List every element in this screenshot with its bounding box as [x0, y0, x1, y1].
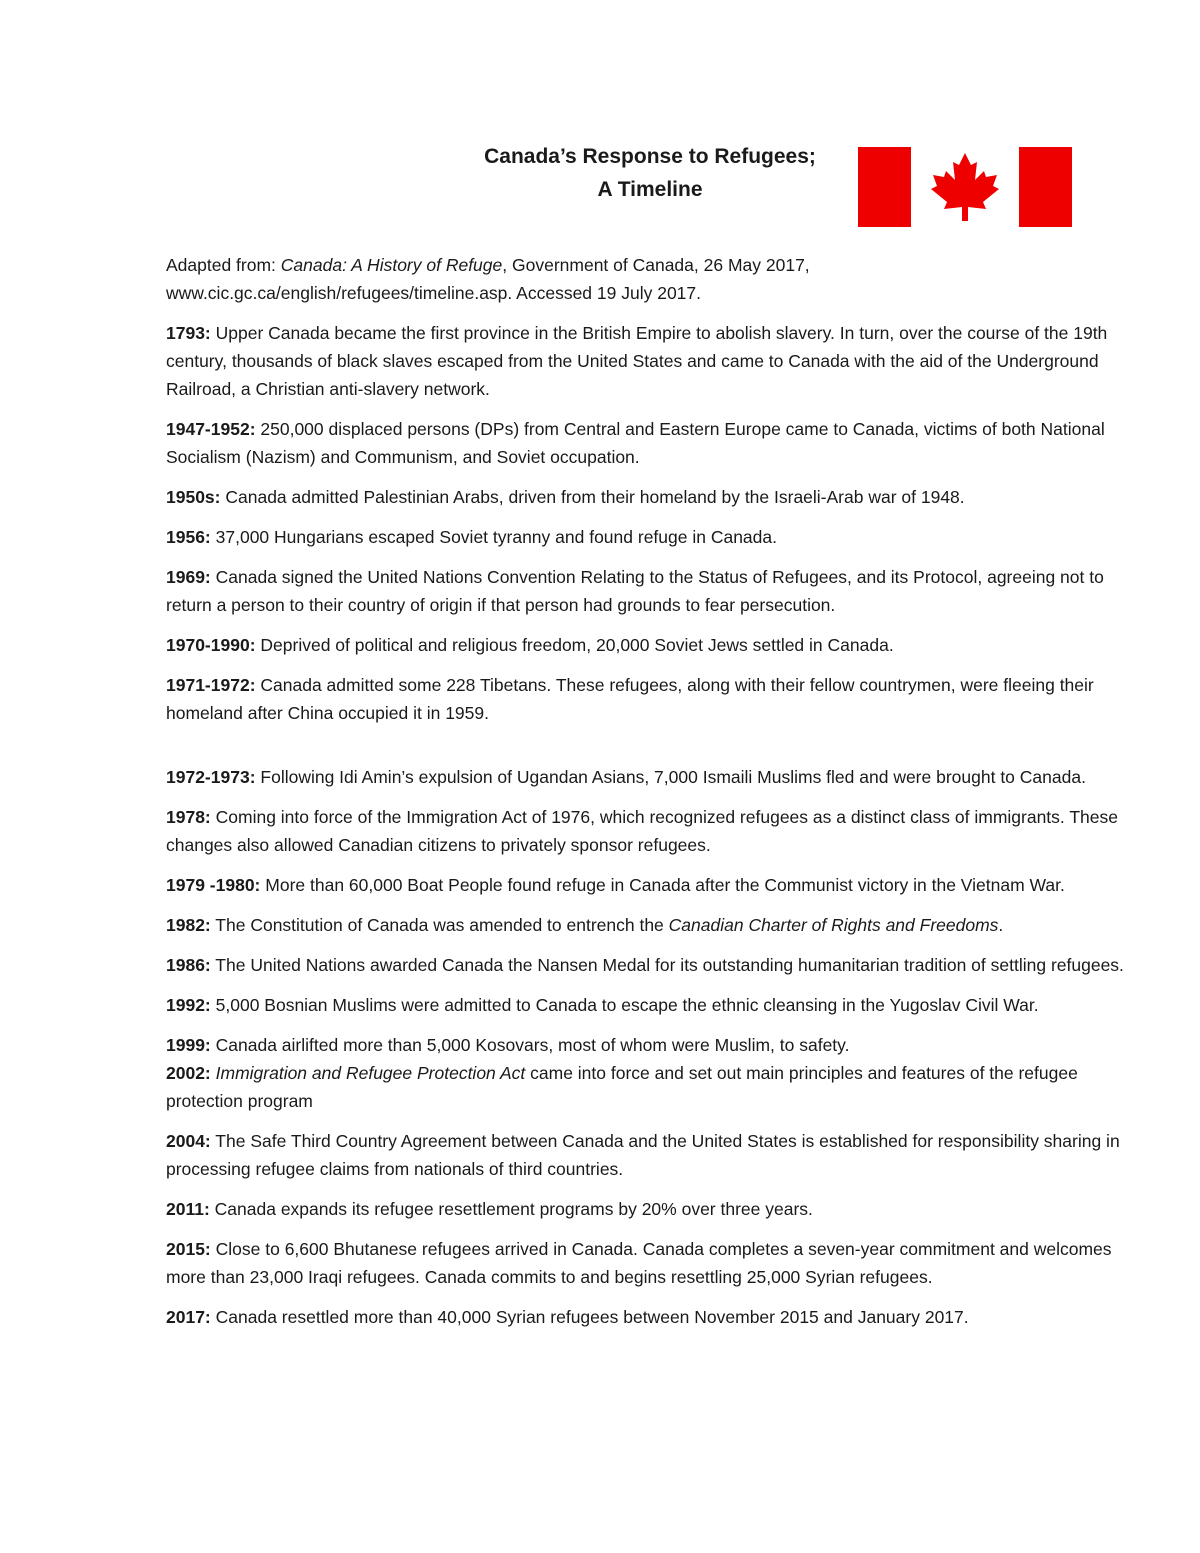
timeline-entry: [166, 415, 1126, 471]
timeline-text: came into force and set out main principles and features of the refugee protection program: [166, 1063, 1078, 1111]
timeline-text: Immigration and Refugee Protection Act: [210, 1063, 526, 1083]
source-citation: Adapted from: Canada: A History of Refuge, Government of Canada, 26 May 2017, www.cic.gc.ca/english/refugees/timeline.asp. Accessed 19 July 2017.: [166, 255, 810, 303]
timeline-entry: [166, 1303, 1126, 1331]
timeline-year: 1793:: [166, 323, 211, 343]
timeline-entry: [166, 1195, 1126, 1223]
timeline-text: The United Nations awarded Canada the Nansen Medal for its outstanding humanitarian tradition of settling refugees.: [210, 955, 1124, 975]
timeline-text: Canada admitted some 228 Tibetans. These refugees, along with their fellow countrymen, were fleeing their homeland after China occupied it in 1959.: [166, 675, 1094, 723]
timeline-text: 37,000 Hungarians escaped Soviet tyranny and found refuge in Canada.: [210, 527, 777, 547]
timeline-year: 1979 -1980:: [166, 875, 261, 895]
timeline-text: .: [998, 915, 1004, 935]
timeline-entry: [166, 871, 1126, 899]
timeline-year: 1982:: [166, 915, 211, 935]
timeline-text: Upper Canada became the first province in the British Empire to abolish slavery. In turn, over the course of the 19th century, thousands of black slaves escaped from the United States and came to Canada with the aid of the Underground Railroad, a Christian anti-slavery network.: [166, 323, 1108, 399]
timeline-entry: [166, 631, 1126, 659]
timeline-entry: [166, 951, 1126, 979]
timeline-year: 2017:: [166, 1307, 211, 1327]
timeline-text: Coming into force of the Immigration Act of 1976, which recognized refugees as a distinct class of immigrants. These changes also allowed Canadian citizens to privately sponsor refugees.: [166, 807, 1118, 855]
timeline-year: 1999:: [166, 1035, 211, 1055]
timeline-year: 1972-1973:: [166, 767, 256, 787]
title-line-2: A Timeline: [597, 178, 703, 201]
timeline-text: Following Idi Amin’s expulsion of Ugandan Asians, 7,000 Ismaili Muslims fled and were brought to Canada.: [255, 767, 1086, 787]
timeline-year: 1986:: [166, 955, 211, 975]
timeline-text: The Safe Third Country Agreement between Canada and the United States is established for responsibility sharing in processing refugee claims from nationals of third countries.: [166, 1131, 1120, 1179]
timeline-year: 1978:: [166, 807, 211, 827]
timeline-text: Canada resettled more than 40,000 Syrian refugees between November 2015 and January 2017.: [210, 1307, 969, 1327]
timeline-text: Canada admitted Palestinian Arabs, driven from their homeland by the Israeli-Arab war of 1948.: [220, 487, 965, 507]
timeline-year: 1992:: [166, 995, 211, 1015]
timeline-text: Canada signed the United Nations Convention Relating to the Status of Refugees, and its Protocol, agreeing not to return a person to their country of origin if that person had grounds to fear persecution.: [166, 567, 1104, 615]
timeline-entry: [166, 991, 1126, 1019]
timeline-year: 1971-1972:: [166, 675, 256, 695]
timeline-text: Deprived of political and religious freedom, 20,000 Soviet Jews settled in Canada.: [255, 635, 894, 655]
source-work-title: Canada: A History of Refuge: [280, 255, 503, 275]
timeline-content: [166, 251, 1126, 1343]
timeline-entry: [166, 523, 1126, 551]
timeline-year: 1969:: [166, 567, 211, 587]
timeline-entry: [166, 1127, 1126, 1183]
timeline-year: 2004:: [166, 1131, 211, 1151]
timeline-entry: [166, 763, 1126, 791]
timeline-entry: [166, 803, 1126, 859]
timeline-entry: [166, 671, 1126, 727]
timeline-year: 1956:: [166, 527, 211, 547]
timeline-text: More than 60,000 Boat People found refuge in Canada after the Communist victory in the Vietnam War.: [260, 875, 1065, 895]
timeline-year: 1950s:: [166, 487, 221, 507]
timeline-text: 250,000 displaced persons (DPs) from Central and Eastern Europe came to Canada, victims of both National Socialism (Nazism) and Communism, and Soviet occupation.: [166, 419, 1105, 467]
timeline-text: Close to 6,600 Bhutanese refugees arrived in Canada. Canada completes a seven-year commitment and welcomes more than 23,000 Iraqi refugees. Canada commits to and begins resettling 25,000 Syrian refugees.: [166, 1239, 1112, 1287]
timeline-entry: [166, 319, 1126, 403]
timeline-year: 2015:: [166, 1239, 211, 1259]
timeline-text: 5,000 Bosnian Muslims were admitted to Canada to escape the ethnic cleansing in the Yugoslav Civil War.: [210, 995, 1039, 1015]
timeline-entry: [166, 483, 1126, 511]
timeline-text: Canadian Charter of Rights and Freedoms: [668, 915, 999, 935]
timeline-text: Canada expands its refugee resettlement programs by 20% over three years.: [209, 1199, 813, 1219]
canadian-flag-icon: [858, 147, 1072, 227]
timeline-entry: [166, 1235, 1126, 1291]
timeline-text: The Constitution of Canada was amended to entrench the: [210, 915, 669, 935]
flag-left-band: [858, 147, 911, 227]
flag-right-band: [1019, 147, 1072, 227]
timeline-text: Canada airlifted more than 5,000 Kosovars, most of whom were Muslim, to safety.: [210, 1035, 850, 1055]
timeline-year: 2002:: [166, 1063, 211, 1083]
source-url: www.cic.gc.ca/english/refugees/timeline.asp. Accessed 19 July 2017.: [166, 283, 702, 303]
timeline-year: 1947-1952:: [166, 419, 256, 439]
timeline-entry: [166, 1059, 1126, 1115]
timeline-year: 1970-1990:: [166, 635, 256, 655]
timeline-entry: [166, 1031, 1126, 1059]
timeline-year: 2011:: [166, 1199, 210, 1219]
title-line-1: Canada’s Response to Refugees;: [484, 145, 816, 168]
timeline-entry: [166, 911, 1126, 939]
page-title: [450, 140, 850, 206]
timeline-entry: [166, 563, 1126, 619]
